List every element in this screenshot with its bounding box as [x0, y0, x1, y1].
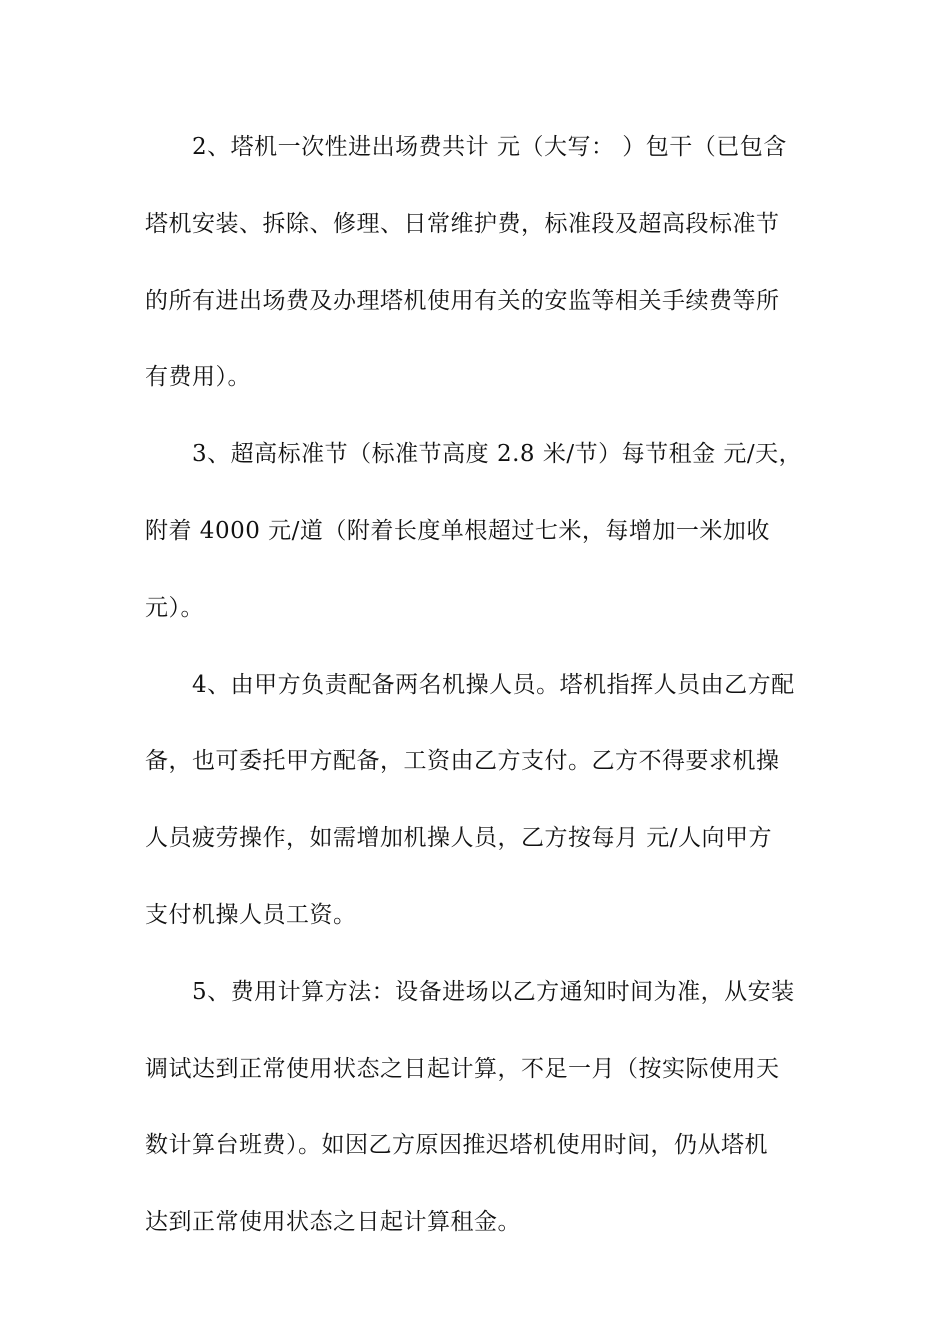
paragraph-3-line-2: 附着 4000 元/道（附着长度单根超过七米，每增加一米加收 [145, 517, 770, 544]
paragraph-5-line-4: 达到正常使用状态之日起计算租金。 [145, 1209, 521, 1236]
paragraph-2-line-4: 有费用）。 [145, 364, 251, 391]
paragraph-2-line-2: 塔机安装、拆除、修理、日常维护费，标准段及超高段标准节 [145, 210, 780, 237]
paragraph-5-line-2: 调试达到正常使用状态之日起计算，不足一月（按实际使用天 [145, 1055, 780, 1082]
paragraph-4-line-1: 4、由甲方负责配备两名机操人员。塔机指挥人员由乙方配 [192, 671, 795, 698]
paragraph-5-line-1: 5、费用计算方法：设备进场以乙方通知时间为准，从安装 [192, 978, 795, 1005]
paragraph-4-line-3: 人员疲劳操作，如需增加机操人员，乙方按每月 元/人向甲方 [145, 825, 773, 852]
document-body [145, 128, 815, 1280]
paragraph-2-line-1: 2、塔机一次性进出场费共计 元（大写： ）包干（已包含 [192, 134, 787, 160]
paragraph-3-line-3: 元）。 [145, 594, 204, 621]
paragraph-3-line-1: 3、超高标准节（标准节高度 2.8 米/节）每节租金 元/天， [192, 441, 803, 468]
paragraph-2-line-3: 的所有进出场费及办理塔机使用有关的安监等相关手续费等所 [145, 287, 780, 314]
paragraph-4-line-2: 备，也可委托甲方配备，工资由乙方支付。乙方不得要求机操 [145, 748, 780, 775]
paragraph-5-line-3: 数计算台班费）。如因乙方原因推迟塔机使用时间，仍从塔机 [145, 1132, 768, 1159]
paragraph-4-line-4: 支付机操人员工资。 [145, 901, 357, 928]
